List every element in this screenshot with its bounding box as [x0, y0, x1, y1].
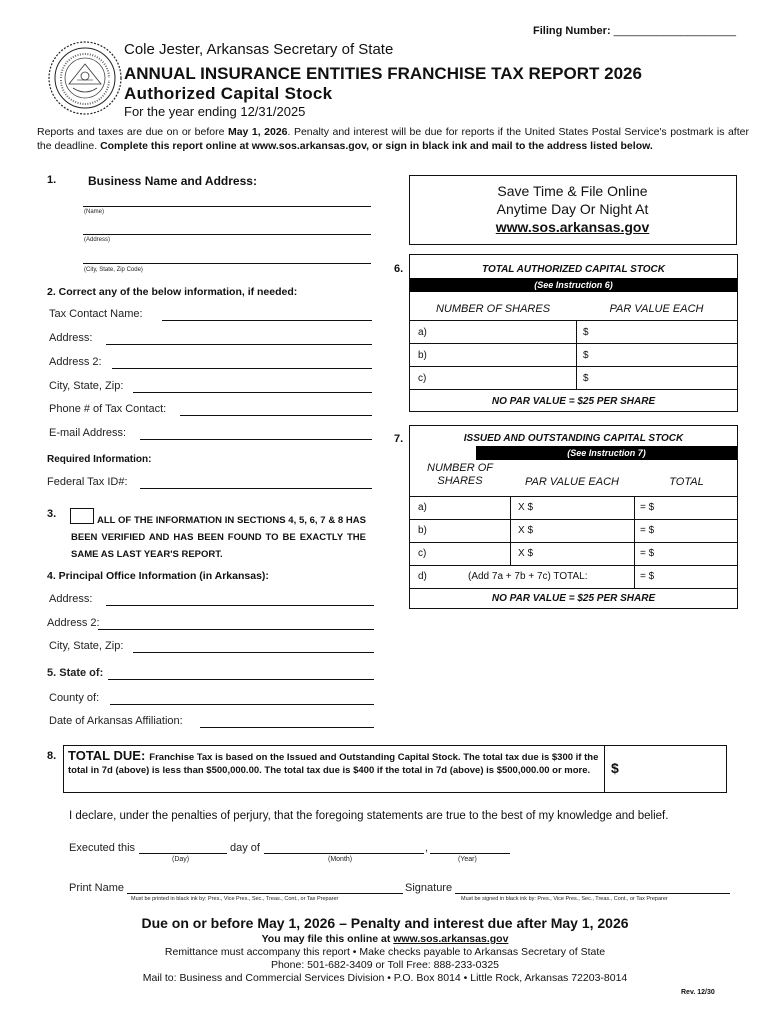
section6-par-c[interactable]: $	[583, 373, 589, 384]
section6-row-c: c)	[418, 373, 427, 384]
online-filing-box	[409, 175, 737, 245]
county-of-label: County of:	[49, 692, 100, 704]
section7-number: 7.	[394, 433, 404, 445]
email-label: E-mail Address:	[49, 427, 127, 439]
section7-col-divider	[510, 496, 511, 565]
section7-col-par: PAR VALUE EACH	[525, 476, 619, 488]
section8-divider	[604, 746, 605, 792]
section7-instruction: (See Instruction 7)	[476, 446, 737, 460]
section6-divider	[410, 366, 737, 367]
section7-col-divider	[634, 496, 635, 588]
section6-row-b: b)	[418, 350, 427, 361]
section7-par-a[interactable]: X $	[518, 502, 534, 513]
day-of-label: day of	[230, 842, 260, 854]
section7-total-a[interactable]: = $	[640, 502, 655, 513]
form-title: ANNUAL INSURANCE ENTITIES FRANCHISE TAX REPORT 2026	[124, 64, 642, 83]
print-name-label: Print Name	[69, 882, 125, 894]
address-label: Address:	[49, 332, 93, 344]
state-of-label	[47, 667, 103, 679]
section6-divider	[410, 389, 737, 390]
section8-label: TOTAL DUE:	[68, 748, 146, 763]
section6-shares-a[interactable]	[440, 322, 570, 342]
principal-address-field[interactable]	[106, 605, 374, 606]
principal-address2-field[interactable]	[98, 629, 374, 630]
online-line1: Save Time & File Online	[497, 183, 648, 199]
section7-row-d: d)	[418, 571, 427, 582]
secretary-name: Cole Jester, Arkansas Secretary of State	[124, 41, 394, 58]
year-ending: For the year ending 12/31/2025	[124, 104, 306, 119]
section6-par-a[interactable]: $	[583, 327, 589, 338]
affiliation-date-field[interactable]	[200, 727, 374, 728]
month-caption: (Month)	[328, 856, 353, 863]
section6-divider	[410, 343, 737, 344]
intro-paragraph	[37, 125, 749, 153]
principal-address2-label: Address 2:	[47, 617, 100, 629]
city-label: City, State, Zip:	[49, 380, 124, 392]
principal-address-label: Address:	[49, 593, 93, 605]
filing-number-blank[interactable]: ____________________	[613, 25, 737, 37]
section7-divider	[410, 496, 737, 497]
section6-number: 6.	[394, 263, 404, 275]
section7-title: ISSUED AND OUTSTANDING CAPITAL STOCK	[463, 433, 684, 444]
section7-total-c[interactable]: = $	[640, 548, 655, 559]
footer-due: Due on or before May 1, 2026 – Penalty and interest due after May 1, 2026	[141, 915, 629, 931]
affiliation-date-label: Date of Arkansas Affiliation:	[49, 715, 183, 727]
principal-city-field[interactable]	[133, 652, 374, 653]
intro-part1: Reports and taxes are due on or before	[37, 126, 228, 138]
total-due-field[interactable]: $	[611, 760, 619, 776]
section3-number: 3.	[47, 508, 57, 520]
signature-field[interactable]	[455, 893, 730, 894]
print-caption: Must be printed in black ink by: Pres., Vice Pres., Sec., Treas., Cont., or Tax Preparer	[131, 896, 339, 902]
section7-col-shares: NUMBER OF SHARES	[427, 462, 493, 487]
section7-divider	[410, 542, 737, 543]
year-caption: (Year)	[458, 856, 477, 863]
section4-title: 4. Principal Office Information (in Arkansas):	[47, 570, 269, 582]
section7-par-b[interactable]: X $	[518, 525, 534, 536]
county-of-field[interactable]	[110, 704, 374, 705]
address-caption: (Address)	[84, 237, 111, 243]
footer-online	[0, 933, 770, 945]
phone-field[interactable]	[180, 415, 372, 416]
day-field[interactable]	[139, 853, 227, 854]
online-url-link[interactable]: www.sos.arkansas.gov	[495, 219, 650, 235]
date-comma: ,	[425, 842, 429, 854]
revision: Rev. 12/30	[681, 989, 715, 996]
section8-box	[63, 745, 727, 793]
section7-divider	[410, 565, 737, 566]
city-field[interactable]	[133, 392, 372, 393]
section6-col-shares: NUMBER OF SHARES	[435, 303, 551, 315]
section6-title: TOTAL AUTHORIZED CAPITAL STOCK	[482, 264, 665, 275]
section7-row-c: c)	[418, 548, 427, 559]
executed-label: Executed this	[69, 842, 136, 854]
day-caption: (Day)	[172, 856, 190, 863]
section6-shares-c[interactable]	[440, 368, 570, 388]
section8-text: Franchise Tax is based on the Issued and Outstanding Capital Stock. The total tax due is $300 if the total in 7d (above) is less than $500,000.00. The total tax due is $400 if the total in 7d (above) is $500,000.00 or more.	[68, 752, 599, 776]
required-info-label: Required Information:	[47, 454, 152, 465]
section6-footer: NO PAR VALUE = $25 PER SHARE	[491, 396, 656, 407]
section6-par-b[interactable]: $	[583, 350, 589, 361]
section7-col-total: TOTAL	[669, 476, 704, 488]
intro-due-date: May 1, 2026	[227, 126, 288, 138]
intro-part3: Complete this report online at www.sos.arkansas.gov, or sign in black ink and mail to the address listed below.	[100, 140, 653, 152]
signature-label: Signature	[405, 882, 453, 894]
section7-row-b: b)	[418, 525, 427, 536]
section6-shares-b[interactable]	[440, 345, 570, 365]
declaration-text: I declare, under the penalties of perjury, that the foregoing statements are true to the best of my knowledge and belief.	[69, 810, 669, 822]
state-of-text: 5. State of:	[47, 667, 104, 679]
month-field[interactable]	[264, 853, 424, 854]
footer-online-pre: You may file this online at	[261, 933, 394, 945]
section6-divider	[410, 320, 737, 321]
sign-caption: Must be signed in black ink by: Pres., Vice Pres., Sec., Treas., Cont., or Tax Preparer	[461, 896, 668, 902]
footer-online-url[interactable]: www.sos.arkansas.gov	[393, 933, 509, 945]
form-subtitle: Authorized Capital Stock	[124, 84, 333, 103]
footer-remit: Remittance must accompany this report • Make checks payable to Arkansas Secretary of State	[164, 946, 606, 958]
city-caption: (City, State, Zip Code)	[84, 267, 143, 273]
section7-row-a: a)	[418, 502, 427, 513]
section6-col-divider	[576, 320, 577, 389]
section6-row-a: a)	[418, 327, 427, 338]
year-field[interactable]	[430, 853, 510, 854]
section7-row-d-label: (Add 7a + 7b + 7c) TOTAL:	[468, 571, 588, 582]
footer-mail: Mail to: Business and Commercial Services Division • P.O. Box 8014 • Little Rock, Arkansas 72203-8014	[142, 972, 628, 984]
filing-number	[533, 25, 736, 37]
address-field[interactable]	[106, 344, 372, 345]
fein-label: Federal Tax ID#:	[47, 476, 128, 488]
business-address-line[interactable]	[83, 234, 371, 235]
section7-total-d[interactable]: = $	[640, 571, 655, 582]
section7-total-b[interactable]: = $	[640, 525, 655, 536]
section6-col-par: PAR VALUE EACH	[609, 303, 704, 315]
section1-title: Business Name and Address:	[88, 174, 257, 188]
section3-statement: ALL OF THE INFORMATION IN SECTIONS 4, 5, 6, 7 & 8 HAS BEEN VERIFIED AND HAS BEEN FOUND TO BE EXACTLY THE SAME AS LAST YEAR'S REPORT.	[71, 515, 366, 560]
print-name-field[interactable]	[127, 893, 403, 894]
intro-part2: . Penalty and interest will be due for reports if the United States Postal Service's postmark is after the deadline.	[37, 126, 749, 152]
tax-contact-label: Tax Contact Name:	[49, 308, 143, 320]
fein-field[interactable]	[140, 488, 372, 489]
section6-instruction: (See Instruction 6)	[410, 278, 737, 292]
section7-divider	[410, 588, 737, 589]
section8-text-wrap	[68, 749, 604, 777]
address2-label: Address 2:	[49, 356, 102, 368]
phone-label: Phone # of Tax Contact:	[49, 403, 167, 415]
filing-number-label: Filing Number:	[533, 25, 611, 37]
business-city-line[interactable]	[83, 263, 371, 264]
online-line2: Anytime Day Or Night At	[496, 201, 649, 217]
state-of-field[interactable]	[108, 679, 374, 680]
footer-phone: Phone: 501-682-3409 or Toll Free: 888-233-0325	[270, 959, 500, 971]
section7-par-c[interactable]: X $	[518, 548, 534, 559]
section7-footer: NO PAR VALUE = $25 PER SHARE	[491, 593, 656, 604]
section8-number: 8.	[47, 750, 57, 762]
section7-row-d-text	[468, 571, 588, 582]
email-field[interactable]	[140, 439, 372, 440]
principal-city-label: City, State, Zip:	[49, 640, 124, 652]
address2-field[interactable]	[112, 368, 372, 369]
state-seal-icon	[47, 40, 123, 116]
section1-number: 1.	[47, 174, 57, 186]
tax-contact-field[interactable]	[162, 320, 372, 321]
business-name-line[interactable]	[83, 206, 371, 207]
section2-title: 2. Correct any of the below information, if needed:	[47, 286, 298, 298]
name-caption: (Name)	[84, 209, 105, 215]
section7-divider	[410, 519, 737, 520]
